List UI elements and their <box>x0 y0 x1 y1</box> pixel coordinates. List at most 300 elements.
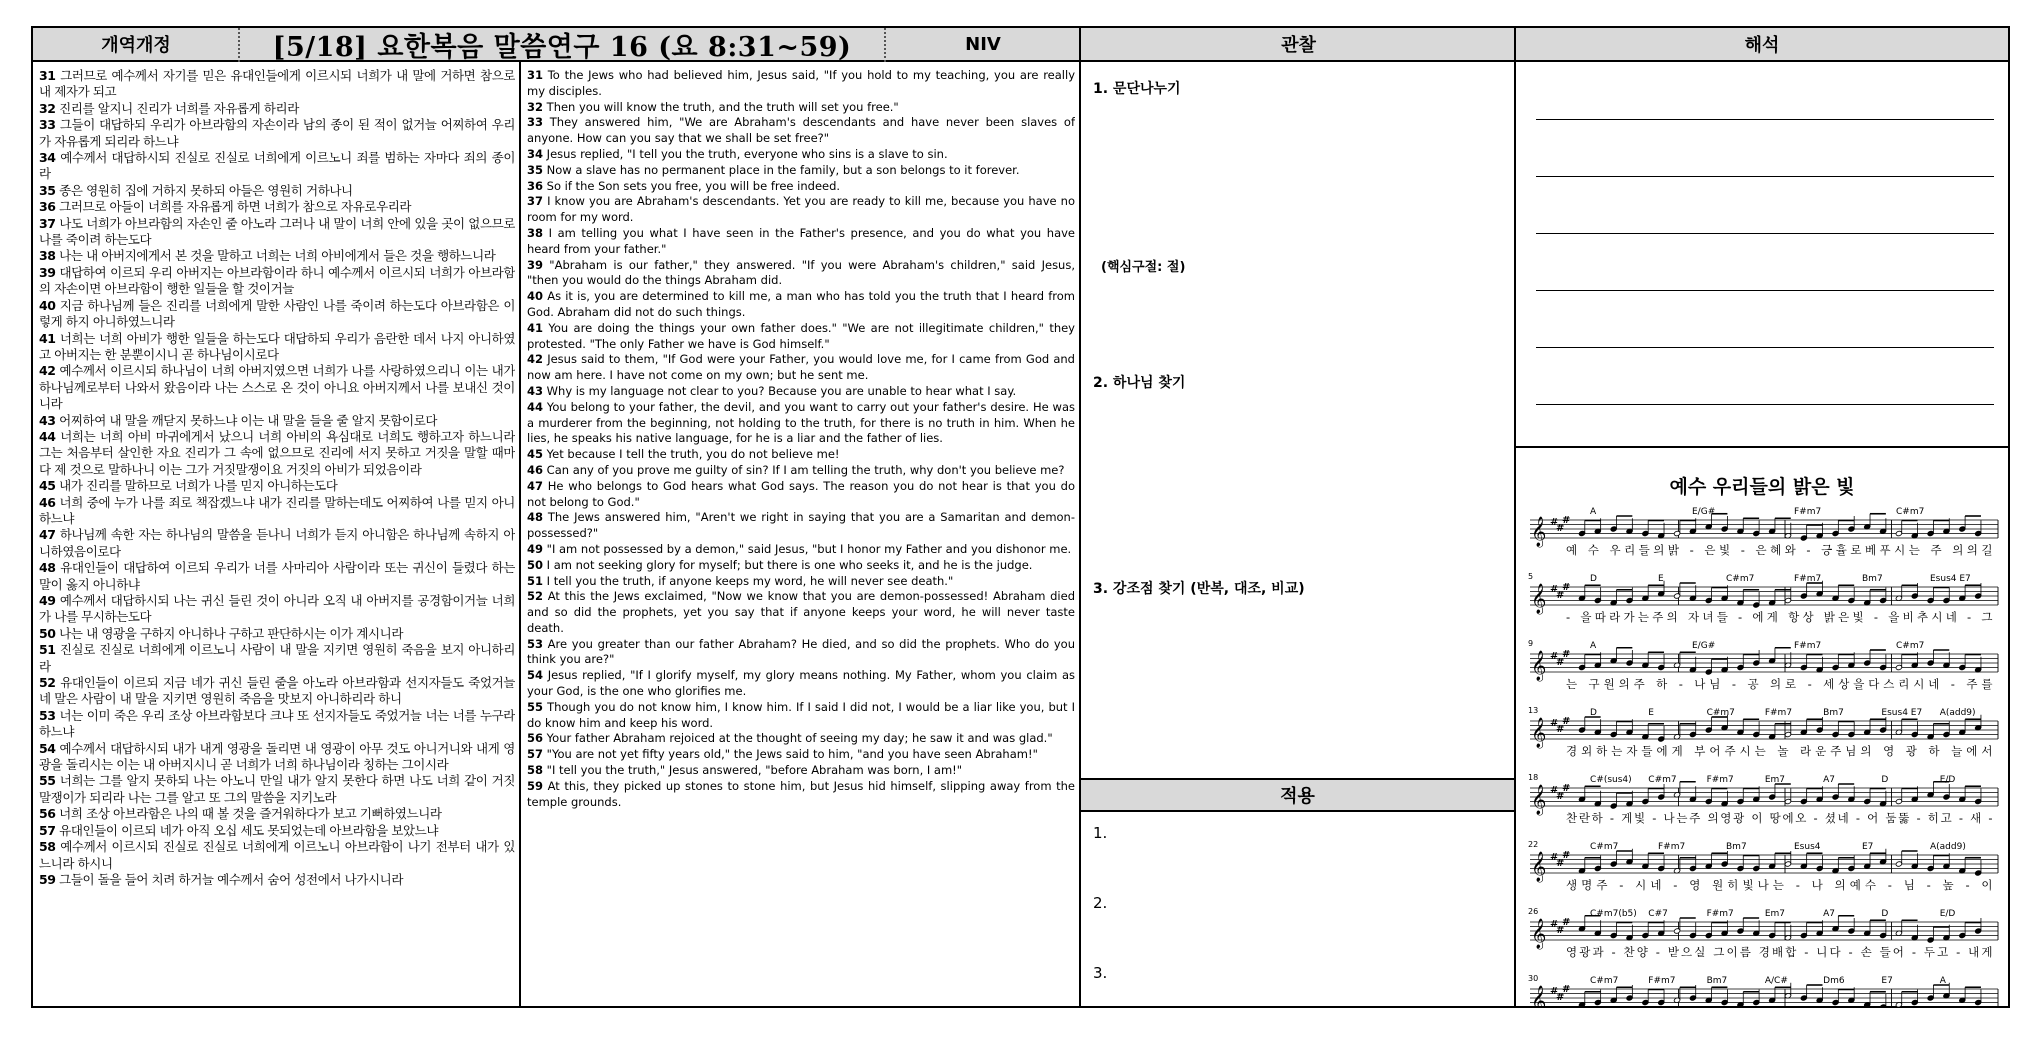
verse <box>527 558 1032 572</box>
verse <box>39 265 515 296</box>
verse-number: 46 <box>527 462 544 477</box>
measure-number: 13 <box>1528 706 1539 715</box>
observation-item-3: 3. 강조점 찾기 (반복, 대조, 비교) <box>1093 581 1305 597</box>
verse <box>39 675 515 706</box>
column-divider <box>519 62 521 1008</box>
measure-number: 22 <box>1528 840 1539 849</box>
verse-number: 50 <box>527 557 544 572</box>
sharp-icon: # <box>1556 590 1565 601</box>
chord-label: Em7 <box>1764 909 1786 919</box>
verse-text: 예수께서 대답하시되 진실로 진실로 너희에게 이르노니 죄를 범하는 자마다 죄의 종이라 <box>39 150 515 182</box>
chord-label: C#m7(b5) <box>1590 909 1637 919</box>
verse-number: 39 <box>527 257 544 272</box>
verse-number: 56 <box>39 806 56 822</box>
chord-label: Em7 <box>1764 775 1786 785</box>
writing-line <box>1536 119 1994 120</box>
verse <box>39 527 515 558</box>
verse-text: 하나님께 속한 자는 하나님의 말씀을 듣나니 너희가 듣지 아니함은 하나님께 속하지 아니하였음이로다 <box>39 527 515 559</box>
verse-text: I am telling you what I have seen in the Father's presence, and you do what you have heard from your father." <box>527 225 1075 256</box>
verse-number: 35 <box>527 162 544 177</box>
chord-label: A <box>1590 507 1597 517</box>
verse-number: 50 <box>39 625 56 641</box>
verse-number: 41 <box>39 330 56 346</box>
verse-text: As it is, you are determined to kill me, a man who has told you the truth that I heard from God. Abraham did not do such things. <box>527 289 1075 319</box>
verse-text: 유대인들이 대답하여 이르되 우리가 너를 사마리아 사람이라 또는 귀신이 들렸다 하는 말이 옳지 아니하냐 <box>39 560 515 592</box>
chord-label: F#m7 <box>1794 507 1822 517</box>
verse <box>39 331 515 362</box>
chord-label: D <box>1590 708 1597 718</box>
chord-label: A7 <box>1823 775 1836 785</box>
treble-clef-icon: 𝄞 <box>1531 852 1547 882</box>
verse-number: 37 <box>527 194 544 209</box>
chord-label: A(add9) <box>1930 842 1966 852</box>
verse <box>39 839 515 870</box>
sharp-icon: # <box>1550 651 1559 662</box>
treble-clef-icon: 𝄞 <box>1531 718 1547 748</box>
key-verse-note: (핵심구절: 절) <box>1101 260 1186 275</box>
chord-label: E/D <box>1939 909 1956 919</box>
verse-text: 너희는 그를 알지 못하되 나는 아노니 만일 내가 알지 못한다 하면 나도 너희 같이 거짓말쟁이가 되리라 나는 그를 알고 또 그의 말씀을 지키노라 <box>39 773 515 805</box>
verse-number: 47 <box>527 478 544 493</box>
sharp-icon: # <box>1550 718 1559 729</box>
verse <box>39 199 411 214</box>
writing-line <box>1536 347 1994 348</box>
song-title: 예수 우리들의 밝은 빛 <box>1669 476 1855 498</box>
treble-clef-icon: 𝄞 <box>1531 785 1547 815</box>
chord-label: C#7 <box>1648 909 1668 919</box>
study-sheet <box>31 26 2010 1026</box>
verse-number: 33 <box>527 115 544 130</box>
verse <box>39 68 515 99</box>
verse-text: 대답하여 이르되 우리 아버지는 아브라함이라 하니 예수께서 이르시되 너희가 아브라함의 자손이면 아브라함이 행한 일들을 할 것이거늘 <box>39 264 515 297</box>
verse <box>527 400 1075 446</box>
chord-label: A(add9) <box>1939 708 1976 718</box>
verse <box>39 741 515 772</box>
niv-label: NIV <box>965 33 1001 55</box>
verse-number: 55 <box>527 699 544 714</box>
verse-text: "I tell you the truth," Jesus answered, "before Abraham was born, I am!" <box>543 763 963 778</box>
measure-number: 26 <box>1528 907 1539 916</box>
measure-number: 30 <box>1528 974 1539 983</box>
verse-text: To the Jews who had believed him, Jesus said, "If you hold to my teaching, you are really my disciples. <box>527 68 1075 98</box>
verse-text: "You are not yet fifty years old," the Jews said to him, "and you have seen Abraham!" <box>543 747 1038 762</box>
sharp-icon: # <box>1556 858 1565 869</box>
verse-number: 45 <box>527 447 544 462</box>
interpretation-column <box>1516 62 2008 1026</box>
chord-label: Bm7 <box>1726 842 1747 852</box>
verse-number: 35 <box>39 182 56 198</box>
verse-text: Jesus said to them, "If God were your Father, you would love me, for I came from God and now am here. I have not come on my own; but he sent me. <box>527 352 1075 383</box>
verse-text: The Jews answered him, "Aren't we right in saying that you are a Samaritan and demon-possessed?" <box>527 510 1075 541</box>
sharp-icon: # <box>1550 919 1559 930</box>
verse <box>527 589 1075 635</box>
sharp-icon: # <box>1562 917 1571 928</box>
verse-text: 나는 내 아버지에게서 본 것을 말하고 너희는 너희 아비에게서 들은 것을 행하느니라 <box>55 248 496 264</box>
verse <box>39 593 515 624</box>
sharp-icon: # <box>1550 852 1559 863</box>
observation-item-1: 1. 문단나누기 <box>1093 81 1181 97</box>
treble-clef-icon: 𝄞 <box>1531 919 1547 949</box>
chord-label: F#m7 <box>1764 708 1793 718</box>
verse-text: 지금 하나님께 들은 진리를 너희에게 말한 사람인 나를 죽이려 하는도다 아브라함은 이렇게 하지 아니하였느니라 <box>39 297 515 330</box>
verse-number: 54 <box>527 668 544 683</box>
measure-number: 5 <box>1528 572 1534 581</box>
verse-text: 예수께서 대답하시되 나는 귀신 들린 것이 아니라 오직 내 아버지를 공경함이거늘 너희가 나를 무시하는도다 <box>39 593 515 625</box>
sheet-music: A E/G# F#m7 C#m7𝄞 ###예 수 우리들의밝 - 은빛 - 은혜와 - 긍휼로베푸시는 주 의의길5 D E C#m7 F#m7 Bm7 Esus4 E7𝄞 ###- 을따라가는주의 자녀들 - 에게 항상 밝은빛 - 을비추시네 - 그9 A E/G# F#m7 C#m7𝄞 ###는 구원의주 하 - 나님 - 공 의로 - 세상을다스리시네 - 주를13 D E C#m7 F#m7 Bm7 Esus4 E7 A(add9)𝄞 ###경외하는자들에게 부어주시는 놀 라운주님의 영 광 하 늘에서18 C#(sus4) C#m7 F#m7 Em7 A7 D E/D𝄞 ###찬란하 - 게빛 - 나는주 의영광 이 땅에오 - 셨네 - 어 둠뚫 - 히고 - 새 -22 C#m7 F#m7 Bm7 Esus4 E7 A(add9)𝄞 ###생명주 - 시네 - 영 원히빛나는 - 나 의예수 - 님 - 높 - 이26 C#m7(b5) C#7 F#m7 Em7 A7 D E/D𝄞 ###영광과 - 찬양 - 받으실 그이름 경배합 - 니다 - 손 들어 - 두고 - 내게30 C#m7 F#m7 Bm7 A/C# Dm6 E7 A𝄞 ###자유주 - 시네 - 기 쁨의노래를 - 영 원한나의빛 - 예수 - 께 - <box>1528 507 1994 1026</box>
krv-header <box>33 28 239 62</box>
verse-number: 36 <box>527 178 544 193</box>
writing-line <box>1536 290 1994 291</box>
verse <box>39 101 299 116</box>
lyrics-line: - 을따라가는주의 자녀들 - 에게 항상 밝은빛 - 을비추시네 - 그 <box>1566 610 1994 624</box>
application-item-2: 2. <box>1093 894 1108 912</box>
chord-label: Esus4 <box>1794 842 1821 852</box>
chord-label: E/G# <box>1692 507 1716 517</box>
verse <box>527 147 948 161</box>
chord-label: C#m7 <box>1590 976 1619 986</box>
niv-header <box>885 28 1081 62</box>
chord-label: Dm6 <box>1823 976 1845 986</box>
verse-number: 48 <box>527 510 544 525</box>
sharp-icon: # <box>1562 984 1571 995</box>
verse <box>527 289 1075 319</box>
sharp-icon: # <box>1562 515 1571 526</box>
verse-text: 그들이 돌을 들어 치려 하거늘 예수께서 숨어 성전에서 나가시니라 <box>55 871 403 887</box>
sharp-icon: # <box>1556 791 1565 802</box>
verse-number: 31 <box>39 68 56 83</box>
verse-number: 51 <box>527 573 544 588</box>
chord-label: C#m7 <box>1648 775 1677 785</box>
verse <box>39 216 515 247</box>
verse-text: 그러므로 예수께서 자기를 믿은 유대인들에게 이르시되 너희가 내 말에 거하면 참으로 내 제자가 되고 <box>39 68 515 100</box>
verse-number: 59 <box>39 871 56 887</box>
treble-clef-icon: 𝄞 <box>1531 986 1547 1016</box>
page-title: [5/18] 요한복음 말씀연구 16 (요 8:31~59) <box>272 31 852 63</box>
verse-number: 58 <box>39 839 56 855</box>
verse <box>527 779 1075 809</box>
measure-number: 9 <box>1528 639 1534 648</box>
krv-label: 개역개정 <box>101 35 171 56</box>
verse <box>39 773 515 804</box>
verse-number: 57 <box>39 822 56 838</box>
lyrics-line: 는 구원의주 하 - 나님 - 공 의로 - 세상을다스리시네 - 주를 <box>1566 677 1994 691</box>
verse <box>39 363 515 411</box>
verse-number: 53 <box>39 707 56 723</box>
verse <box>39 823 438 838</box>
chord-label: D <box>1881 775 1889 785</box>
verse-number: 44 <box>527 399 544 414</box>
lyrics-line: 영광과 - 찬양 - 받으실 그이름 경배합 - 니다 - 손 들어 - 두고 - 내게 <box>1566 945 1994 959</box>
verse <box>527 447 840 461</box>
verse-number: 45 <box>39 478 56 494</box>
sharp-icon: # <box>1556 992 1565 1003</box>
chord-label: F#m7 <box>1706 775 1734 785</box>
verse-number: 57 <box>527 747 544 762</box>
chord-label: A/C# <box>1764 976 1788 986</box>
verse-number: 41 <box>527 320 544 335</box>
verse-text: 너희 중에 누가 나를 죄로 책잡겠느냐 내가 진리를 말하는데도 어찌하여 나를 믿지 아니하느냐 <box>39 494 515 526</box>
verse-number: 36 <box>39 199 56 215</box>
verse-number: 56 <box>527 731 544 746</box>
treble-clef-icon: 𝄞 <box>1531 651 1547 681</box>
chord-label: E <box>1648 708 1654 718</box>
verse <box>39 708 515 739</box>
verse <box>527 763 962 777</box>
verse-number: 38 <box>39 248 56 264</box>
verse-text: 어찌하여 내 말을 깨닫지 못하느냐 이는 내 말을 들을 줄 알지 못함이로다 <box>55 412 438 428</box>
verse <box>527 479 1075 509</box>
application-header <box>1081 778 1514 812</box>
verse-number: 49 <box>39 593 56 608</box>
writing-line <box>1536 233 1994 234</box>
verse-text: 너희는 너희 아비 마귀에게서 났으니 너희 아비의 욕심대로 너희도 행하고자 하느니라 그는 처음부터 살인한 자요 진리가 그 속에 없으므로 진리에 서지 못하고 거짓을 말할 때마다 제 것으로 말하나니 이는 그가 거짓말쟁이요 거짓의 아비가 되었음이라 <box>39 428 515 477</box>
chord-label: E7 <box>1881 976 1893 986</box>
verse <box>527 668 1075 698</box>
sharp-icon: # <box>1550 584 1559 595</box>
sharp-icon: # <box>1562 850 1571 861</box>
application-label: 적용 <box>1280 786 1315 807</box>
verse-text: I am not seeking glory for myself; but there is one who seeks it, and he is the judge. <box>543 557 1033 572</box>
verse-text: I tell you the truth, if anyone keeps my word, he will never see death." <box>543 573 954 588</box>
niv-text-column <box>527 68 1075 1006</box>
observation-column <box>1081 62 1514 1008</box>
verse-text: Why is my language not clear to you? Because you are unable to hear what I say. <box>543 383 1017 398</box>
verse-number: 34 <box>527 146 544 161</box>
verse-text: Can any of you prove me guilty of sin? If I am telling the truth, why don't you believe me? <box>543 462 1065 477</box>
chord-label: C#m7 <box>1706 708 1735 718</box>
chord-label: Bm7 <box>1862 574 1883 584</box>
chord-label: E <box>1658 574 1664 584</box>
sharp-icon: # <box>1556 657 1565 668</box>
verse-text: You belong to your father, the devil, and you want to carry out your father's desire. He was a murderer from the beginning, not holding to the truth, for there is no truth in him. When he lies, he speaks his native language, for he is a liar and the father of lies. <box>527 399 1075 446</box>
verse-text: 너는 이미 죽은 우리 조상 아브라함보다 크냐 또 선지자들도 죽었거늘 너는 너를 누구라 하느냐 <box>39 707 515 740</box>
verse <box>39 150 515 181</box>
chord-label: C#m7 <box>1896 641 1925 651</box>
verse-number: 55 <box>39 773 56 789</box>
verse-text: 유대인들이 이르되 네가 아직 오십 세도 못되었는데 아브라함을 보았느냐 <box>55 822 439 838</box>
verse-number: 48 <box>39 560 56 576</box>
verse-text: 그러므로 아들이 너희를 자유롭게 하면 너희가 참으로 자유로우리라 <box>55 199 412 215</box>
verse-number: 42 <box>527 352 544 367</box>
korean-text-column <box>39 68 515 1006</box>
lyrics-line: 예 수 우리들의밝 - 은빛 - 은혜와 - 긍휼로베푸시는 주 의의길 <box>1566 543 1994 557</box>
sharp-icon: # <box>1550 986 1559 997</box>
treble-clef-icon: 𝄞 <box>1531 517 1547 547</box>
verse-text: Yet because I tell the truth, you do not believe me! <box>543 447 840 462</box>
sharp-icon: # <box>1562 783 1571 794</box>
title-header <box>239 28 885 62</box>
verse <box>39 478 337 493</box>
verse-text: At this the Jews exclaimed, "Now we know that you are demon-possessed! Abraham died and so did the prophets, yet you say that if anyone keeps your word, he will never taste death. <box>527 589 1075 635</box>
verse-text: Jesus replied, "If I glorify myself, my glory means nothing. My Father, whom you claim as your God, is the one who glorifies me. <box>527 668 1075 699</box>
verse-number: 47 <box>39 527 56 543</box>
verse-text: 내가 진리를 말하므로 너희가 나를 믿지 아니하는도다 <box>55 478 338 494</box>
observation-item-2: 2. 하나님 찾기 <box>1093 375 1186 391</box>
verse-number: 42 <box>39 363 56 379</box>
verse-number: 49 <box>527 541 544 556</box>
verse-number: 52 <box>527 589 544 604</box>
verse <box>527 258 1075 288</box>
verse-number: 31 <box>527 68 544 82</box>
verse-number: 33 <box>39 117 56 133</box>
verse <box>527 510 1075 540</box>
verse-text: "Abraham is our father," they answered. "If you were Abraham's children," said Jesus, "then you would do the things Abraham did. <box>527 257 1075 288</box>
verse <box>39 248 495 263</box>
observation-header <box>1081 28 1516 62</box>
application-item-3: 3. <box>1093 964 1108 982</box>
verse <box>39 495 515 526</box>
verse-text: 그들이 대답하되 우리가 아브라함의 자손이라 남의 종이 된 적이 없거늘 어찌하여 우리가 자유롭게 되리라 하느냐 <box>39 117 515 149</box>
verse-text: 진실로 진실로 너희에게 이르노니 사람이 내 말을 지키면 영원히 죽음을 보지 아니하리라 <box>39 642 515 674</box>
interpretation-label: 해석 <box>1744 35 1780 56</box>
verse <box>39 560 515 591</box>
verse <box>527 352 1075 382</box>
verse-number: 59 <box>527 778 544 793</box>
verse <box>39 642 515 673</box>
verse <box>527 384 1016 398</box>
verse <box>527 700 1075 730</box>
verse-number: 40 <box>527 289 544 304</box>
verse-text: Are you greater than our father Abraham? He died, and so did the prophets. Who do you think you are?" <box>527 636 1075 667</box>
verse <box>39 298 515 329</box>
song-divider <box>1516 446 2008 448</box>
chord-label: A <box>1590 641 1597 651</box>
sharp-icon: # <box>1550 785 1559 796</box>
chord-label: D <box>1590 574 1597 584</box>
verse-text: "I am not possessed by a demon," said Jesus, "but I honor my Father and you dishonor me. <box>543 541 1072 556</box>
verse-text: Jesus replied, "I tell you the truth, everyone who sins is a slave to sin. <box>543 146 948 161</box>
verse-number: 32 <box>527 99 544 114</box>
sharp-icon: # <box>1562 716 1571 727</box>
chord-label: E/G# <box>1692 641 1716 651</box>
verse <box>39 413 437 428</box>
interpretation-header <box>1516 28 2008 62</box>
chord-label: C#(sus4) <box>1590 775 1632 785</box>
verse-number: 54 <box>39 740 56 756</box>
chord-label: C#m7 <box>1590 842 1619 852</box>
verse-text: I know you are Abraham's descendants. Yet you are ready to kill me, because you have no room for my word. <box>527 194 1075 225</box>
verse-number: 43 <box>527 383 544 398</box>
verse-text: They answered him, "We are Abraham's descendants and have never been slaves of anyone. How can you say that we shall be set free?" <box>527 115 1075 146</box>
sharp-icon: # <box>1556 523 1565 534</box>
verse-number: 46 <box>39 494 56 510</box>
lyrics-line: 생명주 - 시네 - 영 원히빛나는 - 나 의예수 - 님 - 높 - 이 <box>1566 878 1994 892</box>
verse-text: 너희 조상 아브라함은 나의 때 볼 것을 즐거워하다가 보고 기뻐하였느니라 <box>55 806 442 822</box>
verse-number: 34 <box>39 150 56 166</box>
chord-label: F#m7 <box>1706 909 1734 919</box>
verse-text: 예수께서 이르시되 진실로 진실로 너희에게 이르노니 아브라함이 나기 전부터 내가 있느니라 하시니 <box>39 839 515 871</box>
niv-verses <box>527 68 1075 810</box>
verse-text: He who belongs to God hears what God says. The reason you do not hear is that you do not belong to God." <box>527 478 1075 509</box>
chord-label: Bm7 <box>1823 708 1844 718</box>
verse-text: So if the Son sets you free, you will be free indeed. <box>543 178 841 193</box>
chord-label: D <box>1881 909 1889 919</box>
chord-label: A <box>1939 976 1946 986</box>
sharp-icon: # <box>1556 925 1565 936</box>
observation-label: 관찰 <box>1281 35 1316 56</box>
verse-text: 예수께서 이르시되 하나님이 너희 아버지였으면 너희가 나를 사랑하였으리니 이는 내가 하나님께로부터 나와서 왔음이라 나는 스스로 온 것이 아니요 아버지께서 나를 보내신 것이니라 <box>39 363 515 412</box>
verse-text: 종은 영원히 집에 거하지 못하되 아들은 영원히 거하나니 <box>55 182 353 198</box>
verse <box>39 117 515 148</box>
verse-text: Your father Abraham rejoiced at the thought of seeing my day; he saw it and was glad." <box>543 731 1053 746</box>
verse-text: You are doing the things your own father does." "We are not illegitimate children," they protested. "The only Father we have is God himself." <box>527 320 1075 351</box>
verse <box>527 226 1075 256</box>
lyrics-line: 경외하는자들에게 부어주시는 놀 라운주님의 영 광 하 늘에서 <box>1566 744 1994 758</box>
verse <box>527 747 1038 761</box>
verse-text: 진리를 알지니 진리가 너희를 자유롭게 하리라 <box>55 100 299 116</box>
verse-number: 51 <box>39 642 56 658</box>
verse <box>527 463 1065 477</box>
verse <box>527 194 1075 224</box>
sharp-icon: # <box>1550 517 1559 528</box>
writing-line <box>1536 176 1994 177</box>
writing-line <box>1536 404 1994 405</box>
verse-number: 32 <box>39 100 56 116</box>
chord-label: E7 <box>1862 842 1874 852</box>
verse-text: 예수께서 대답하시되 내가 내게 영광을 돌리면 내 영광이 아무 것도 아니거니와 내게 영광을 돌리시는 이는 내 아버지시니 곧 너희가 너희 하나님이라 칭하는 그이시라 <box>39 740 515 773</box>
verse-number: 52 <box>39 675 56 691</box>
chord-label: E/D <box>1939 775 1956 785</box>
application-item-1: 1. <box>1093 824 1108 842</box>
verse <box>527 731 1053 745</box>
treble-clef-icon: 𝄞 <box>1531 584 1547 614</box>
verse-number: 40 <box>39 297 56 313</box>
korean-verses <box>39 68 515 888</box>
header-divider <box>238 28 240 62</box>
verse-number: 38 <box>527 225 544 240</box>
chord-label: F#m7 <box>1658 842 1686 852</box>
verse <box>527 321 1075 351</box>
verse <box>527 68 1075 98</box>
measure-number: 18 <box>1528 773 1539 782</box>
verse-text: Now a slave has no permanent place in the family, but a son belongs to it forever. <box>543 162 1020 177</box>
chord-label: F#m7 <box>1794 641 1822 651</box>
chord-label: Esus4 E7 <box>1881 708 1923 718</box>
lyrics-line: 찬란하 - 게빛 - 나는주 의영광 이 땅에오 - 셨네 - 어 둠뚫 - 히고 - 새 - <box>1566 811 1994 825</box>
verse <box>39 183 353 198</box>
sharp-icon: # <box>1562 649 1571 660</box>
verse-text: 나는 내 영광을 구하지 아니하나 구하고 판단하시는 이가 계시니라 <box>55 625 403 641</box>
header-divider <box>884 28 886 62</box>
verse <box>39 806 442 821</box>
verse-text: 너희는 너희 아비가 행한 일들을 하는도다 대답하되 우리가 음란한 데서 나지 아니하였고 아버지는 한 분뿐이시니 곧 하나님이시로다 <box>39 330 515 362</box>
sharp-icon: # <box>1562 582 1571 593</box>
verse-text: 유대인들이 이르되 지금 네가 귀신 들린 줄을 아노라 아브라함과 선지자들도 죽었거늘 네 말은 사람이 내 말을 지키면 영원히 죽음을 맛보지 아니하리라 하니 <box>39 675 515 707</box>
verse-number: 44 <box>39 428 56 444</box>
verse <box>527 115 1075 145</box>
verse <box>527 100 899 114</box>
verse-number: 53 <box>527 636 544 651</box>
verse-number: 39 <box>39 264 56 280</box>
verse-text: At this, they picked up stones to stone him, but Jesus hid himself, slipping away from the temple grounds. <box>527 778 1075 809</box>
verse-number: 43 <box>39 412 56 428</box>
chord-label: F#m7 <box>1648 976 1676 986</box>
verse <box>527 542 1071 556</box>
verse <box>39 429 515 477</box>
verse-text: 나도 너희가 아브라함의 자손인 줄 아노라 그러나 내 말이 너희 안에 있을 곳이 없으므로 나를 죽이려 하는도다 <box>39 215 515 248</box>
chord-label: Bm7 <box>1706 976 1728 986</box>
verse <box>39 872 403 887</box>
chord-label: C#m7 <box>1896 507 1925 517</box>
chord-label: Esus4 E7 <box>1930 574 1971 584</box>
chord-label: C#m7 <box>1726 574 1755 584</box>
verse <box>527 637 1075 667</box>
sharp-icon: # <box>1556 724 1565 735</box>
verse <box>39 626 403 641</box>
chord-label: F#m7 <box>1794 574 1822 584</box>
song-sheet <box>1516 458 2008 1026</box>
verse-number: 37 <box>39 215 56 231</box>
